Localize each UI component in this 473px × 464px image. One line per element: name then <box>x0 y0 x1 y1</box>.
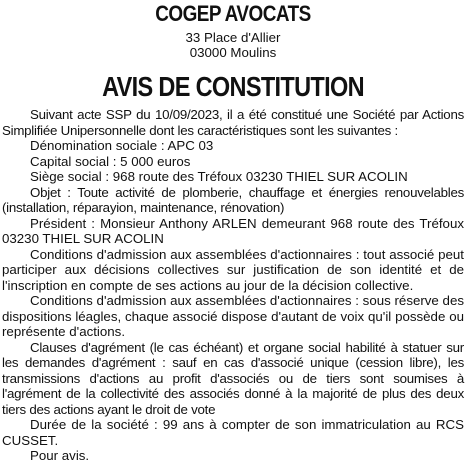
paragraph-purpose: Objet : Toute activité de plomberie, chauffage et énergies renouvelables (installation, réparayion, maintenance, rénovation) <box>2 184 464 215</box>
notice-body <box>2 107 464 464</box>
notice-title: AVIS DE CONSTITUTION <box>102 71 364 102</box>
paragraph-registered-office: Siège social : 968 route des Tréfoux 03230 THIEL SUR ACOLIN <box>30 169 408 184</box>
firm-name: COGEP AVOCATS <box>155 1 311 26</box>
firm-address-street: 33 Place d'Allier <box>185 30 281 45</box>
paragraph-incorporation: Suivant acte SSP du 10/09/2023, il a été constitué une Société par Actions Simplifiée Unipersonnelle dont les caractéristiques sont les suivantes : <box>2 107 464 138</box>
paragraph-capital: Capital social : 5 000 euros <box>30 153 191 169</box>
paragraph-company-name: Dénomination sociale : APC 03 <box>30 138 214 153</box>
paragraph-president: Président : Monsieur Anthony ARLEN demeurant 968 route des Tréfoux 03230 THIEL SUR ACOLIN <box>2 215 464 246</box>
paragraph-approval-clauses: Clauses d'agrément (le cas échéant) et organe social habilité à statuer sur les demandes d'agrément : sauf en cas d'associé unique (cession libre), les transmissions d'actions au profit d'associés ou de tiers sont soumises à l'agrément de la collectivité des associés donné à la majorité de plus des deux tiers des actions ayant le droit de vote <box>2 339 464 417</box>
paragraph-closing: Pour avis. <box>30 448 90 463</box>
paragraph-duration: Durée de la société : 99 ans à compter de son immatriculation au RCS CUSSET. <box>2 417 464 448</box>
firm-address-city: 03000 Moulins <box>189 45 277 60</box>
paragraph-admission-conditions: Conditions d'admission aux assemblées d'actionnaires : tout associé peut participer aux décisions collectives sur justification de son identité et de l'inscription en compte de ses actions au jour de la décision collective. <box>2 246 464 293</box>
paragraph-voting-rights: Conditions d'admission aux assemblées d'actionnaires : sous réserve des dispositions léagles, chaque associé dispose d'autant de voix qu'il possède ou représente d'actions. <box>2 293 464 339</box>
